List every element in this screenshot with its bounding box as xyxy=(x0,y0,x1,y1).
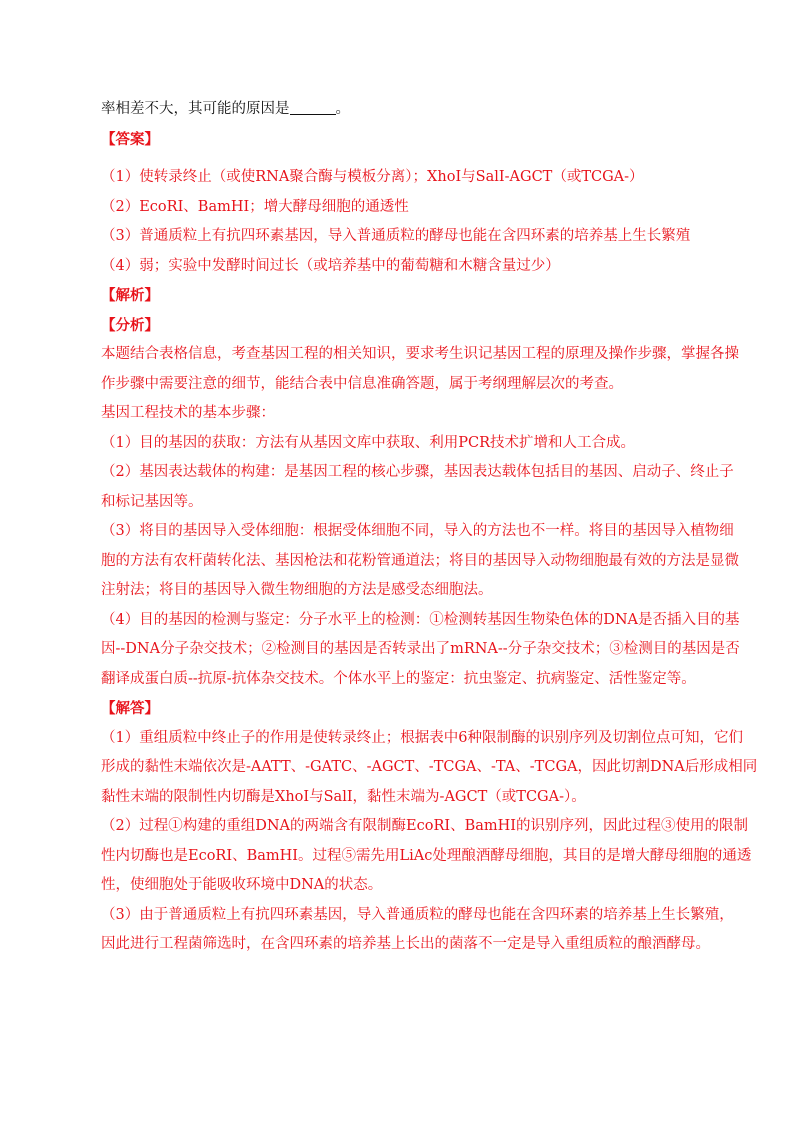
jieda-1-line-1: （1）重组质粒中终止子的作用是使转录终止；根据表中6种限制酶的识别序列及切割位点可知，它们 xyxy=(101,729,743,746)
jieda-heading: 【解答】 xyxy=(101,700,159,717)
steps-title: 基因工程技术的基本步骤： xyxy=(101,405,275,421)
intro-end: 。 xyxy=(335,101,350,117)
answer-blank xyxy=(290,100,336,115)
jieda-1-line-2: 形成的黏性末端依次是-AATT、-GATC、-AGCT、-TCGA、-TA、-TCGA，因此切割DNA后形成相同 xyxy=(101,759,758,775)
step-4-line-1: （4）目的基因的检测与鉴定：分子水平上的检测：①检测转基因生物染色体的DNA是否插入目的基 xyxy=(101,611,740,628)
step-2-line-1: （2）基因表达载体的构建：是基因工程的核心步骤，基因表达载体包括目的基因、启动子、终止子 xyxy=(101,464,734,480)
jieda-2-line-3: 性，使细胞处于能吸收环境中DNA的状态。 xyxy=(101,877,383,893)
step-4-line-2: 因--DNA分子杂交技术；②检测目的基因是否转录出了mRNA--分子杂交技术；③检测目的基因是否 xyxy=(101,641,740,657)
step-2-line-2: 和标记基因等。 xyxy=(101,493,203,510)
analysis-heading: 【解析】 xyxy=(101,287,159,304)
fenxi-line-2: 作步骤中需要注意的细节，能结合表中信息准确答题，属于考纲理解层次的考查。 xyxy=(101,375,623,392)
step-3-line-2: 胞的方法有农杆菌转化法、基因枪法和花粉管通道法；将目的基因导入动物细胞最有效的方法是显微 xyxy=(101,552,739,569)
jieda-3-line-2: 因此进行工程菌筛选时，在含四环素的培养基上长出的菌落不一定是导入重组质粒的酿酒酵母。 xyxy=(101,936,710,952)
answer-heading: 【答案】 xyxy=(101,130,159,148)
document-content xyxy=(101,95,758,960)
step-3-line-3: 注射法；将目的基因导入微生物细胞的方法是感受态细胞法。 xyxy=(101,582,493,598)
jieda-3-line-1: （3）由于普通质粒上有抗四环素基因，导入普通质粒的酵母也能在含四环素的培养基上生长繁殖， xyxy=(101,906,734,923)
intro-line xyxy=(101,95,701,125)
step-4-line-3: 翻译成蛋白质--抗原-抗体杂交技术。个体水平上的鉴定：抗虫鉴定、抗病鉴定、活性鉴定等。 xyxy=(101,670,696,687)
jieda-2-line-2: 性内切酶也是EcoRI、BamHI。过程⑤需先用LiAc处理酿酒酵母细胞，其目的是增大酵母细胞的通透 xyxy=(101,847,752,864)
answer-4: （4）弱；实验中发酵时间过长（或培养基中的葡萄糖和木糖含量过少） xyxy=(101,257,560,274)
jieda-2-line-1: （2）过程①构建的重组DNA的两端含有限制酶EcoRI、BamHI的识别序列，因此过程③使用的限制 xyxy=(101,818,749,834)
step-3-line-1: （3）将目的基因导入受体细胞：根据受体细胞不同，导入的方法也不一样。将目的基因导入植物细 xyxy=(101,523,734,539)
fenxi-line-1: 本题结合表格信息，考查基因工程的相关知识，要求考生识记基因工程的原理及操作步骤，掌握各操 xyxy=(101,346,739,362)
step-1-line-1: （1）目的基因的获取：方法有从基因文库中获取、利用PCR技术扩增和人工合成。 xyxy=(101,434,635,451)
answer-2: （2）EcoRI、BamHI；增大酵母细胞的通透性 xyxy=(101,198,409,215)
fenxi-heading: 【分析】 xyxy=(101,316,159,334)
intro-text: 率相差不大，其可能的原因是 xyxy=(101,101,290,117)
answer-1: （1）使转录终止（或使RNA聚合酶与模板分离）；XhoI与SalI-AGCT（或TCGA-） xyxy=(101,169,644,185)
answer-3: （3）普通质粒上有抗四环素基因，导入普通质粒的酵母也能在含四环素的培养基上生长繁殖 xyxy=(101,228,691,244)
jieda-1-line-3: 黏性末端的限制性内切酶是XhoI与SalI，黏性末端为-AGCT（或TCGA-）。 xyxy=(101,788,586,805)
